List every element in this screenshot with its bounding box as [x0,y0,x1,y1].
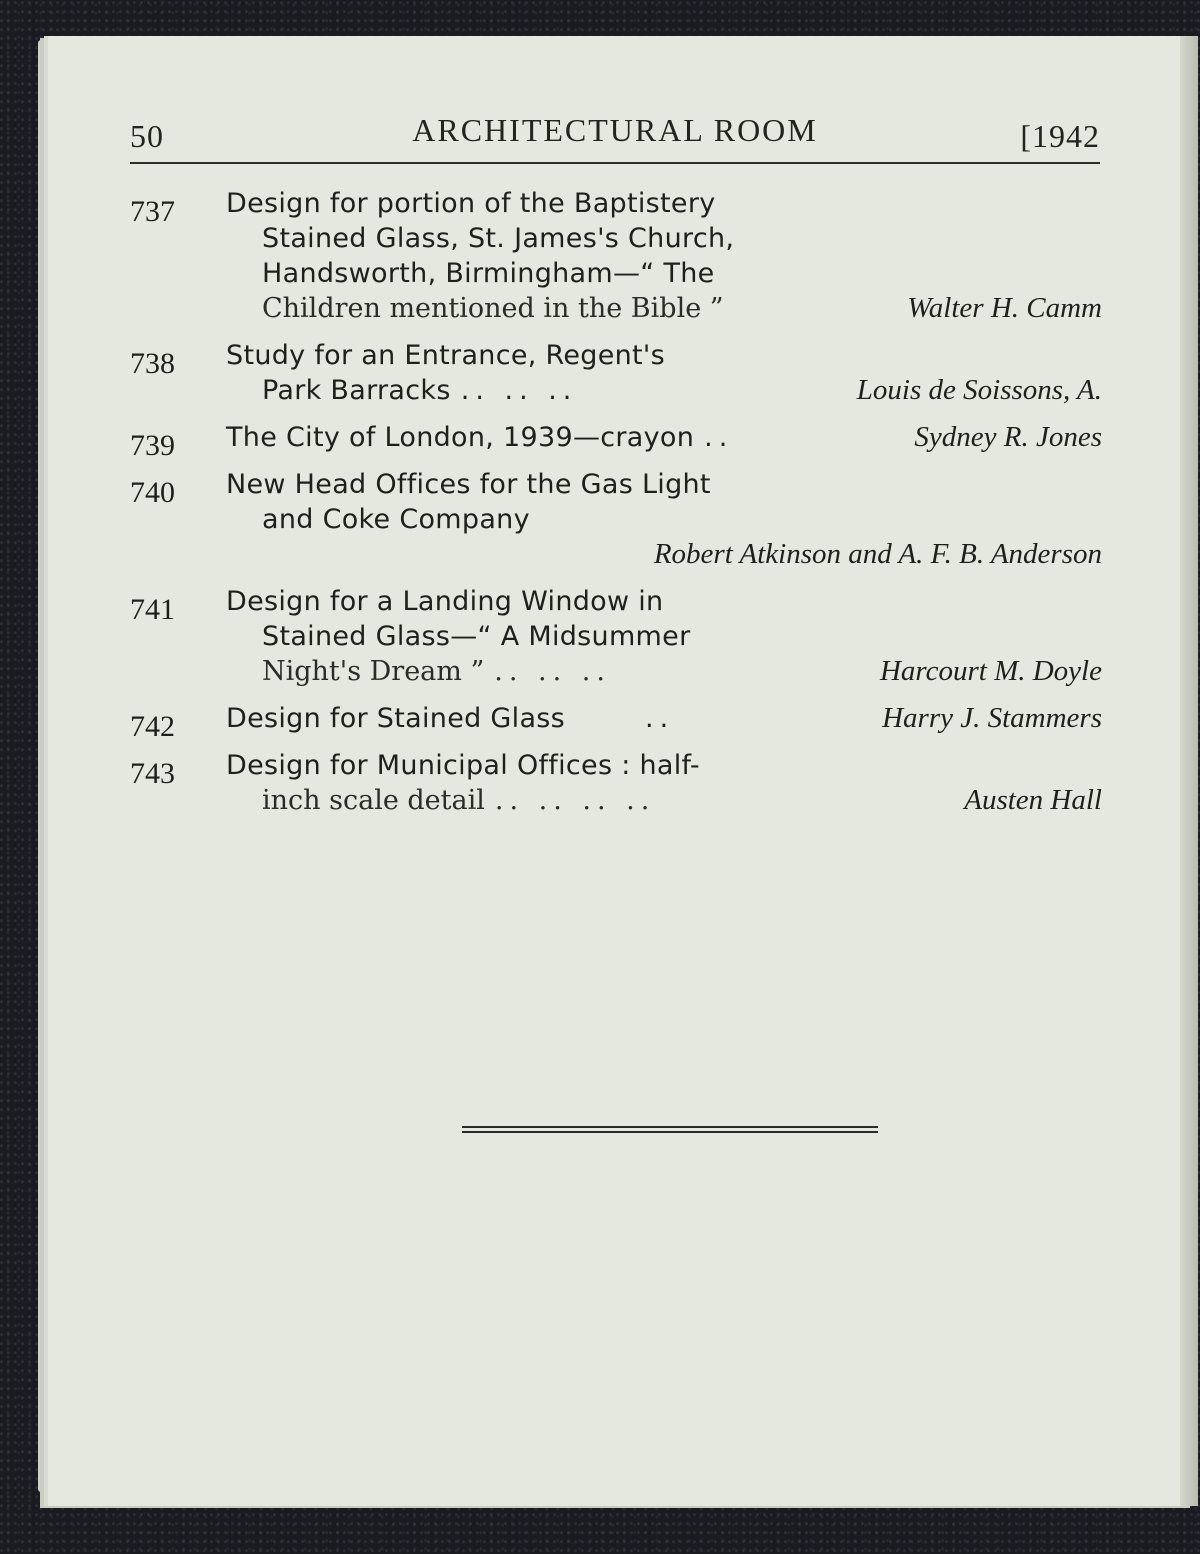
entry-line: Design for a Landing Window in [226,586,664,617]
header-rule [130,162,1100,164]
entry-final-row [130,654,1102,689]
catalogue-entry [130,338,1102,408]
entry-number: 743 [130,757,175,790]
leader-dots: .. .. .. [460,375,578,406]
entry-line: Night's Dream ” .. .. .. [262,656,611,687]
entry-number: 738 [130,347,175,380]
entry-line: inch scale detail .. .. .. .. [262,785,656,816]
catalogue-entry [130,584,1102,689]
section-title: ARCHITECTURAL ROOM [412,112,818,148]
artist-name: Harry J. Stammers [882,702,1102,734]
entry-line: Children mentioned in the Bible ” [262,293,724,324]
catalogue-entries [130,186,1102,830]
running-head [130,110,1100,156]
entry-line: Design for Stained Glass .. [226,703,675,734]
entry-number: 739 [130,429,175,462]
entry-line: Stained Glass—“ A Midsummer [262,621,691,652]
entry-final-row [130,537,1102,572]
entry-title [226,584,812,654]
entry-line: Park Barracks .. .. .. [262,375,578,406]
entry-line: Stained Glass, St. James's Church, [262,223,735,254]
entry-line: Handsworth, Birmingham—“ The [262,258,715,289]
entry-final-row [130,291,1102,326]
entry-line: New Head Offices for the Gas Light [226,469,711,500]
leader-dots: .. .. .. .. [494,785,656,816]
catalogue-entry [130,748,1102,818]
artist-name: Harcourt M. Doyle [879,655,1102,687]
catalogue-entry [130,701,1102,743]
entry-line: Design for portion of the Baptistery [226,188,716,219]
artist-name: Walter H. Camm [907,292,1102,324]
entry-final-row [130,701,1102,736]
entry-line: The City of London, 1939—crayon .. [226,422,734,453]
catalogue-entry [130,186,1102,326]
artist-name: Robert Atkinson and A. F. B. Anderson [653,538,1102,570]
artist-name: Sydney R. Jones [914,421,1102,453]
entry-final-row [130,420,1102,455]
catalogue-entry [130,420,1102,462]
year-label: [1942 [1020,118,1100,154]
entry-line: Design for Municipal Offices : half- [226,750,700,781]
entry-line: Study for an Entrance, Regent's [226,340,666,371]
leader-dots: .. [645,703,675,734]
entry-number: 740 [130,476,175,509]
entry-final-row [130,783,1102,818]
leader-dots: .. .. .. [494,656,611,687]
leader-dots: .. [704,422,734,453]
entry-number: 742 [130,710,175,743]
page-number: 50 [130,118,164,154]
entry-title [226,338,812,373]
entry-title [226,748,812,783]
entry-number: 741 [130,593,175,626]
book-spine-shadow [1180,36,1198,1506]
entry-title [226,186,812,291]
entry-line: and Coke Company [262,504,530,535]
catalogue-entry [130,467,1102,572]
entry-final-row [130,373,1102,408]
artist-name: Louis de Soissons, A. [856,374,1102,406]
artist-name: Austen Hall [964,784,1102,816]
entry-title [226,467,812,537]
entry-number: 737 [130,195,175,228]
end-rule [462,1126,878,1136]
